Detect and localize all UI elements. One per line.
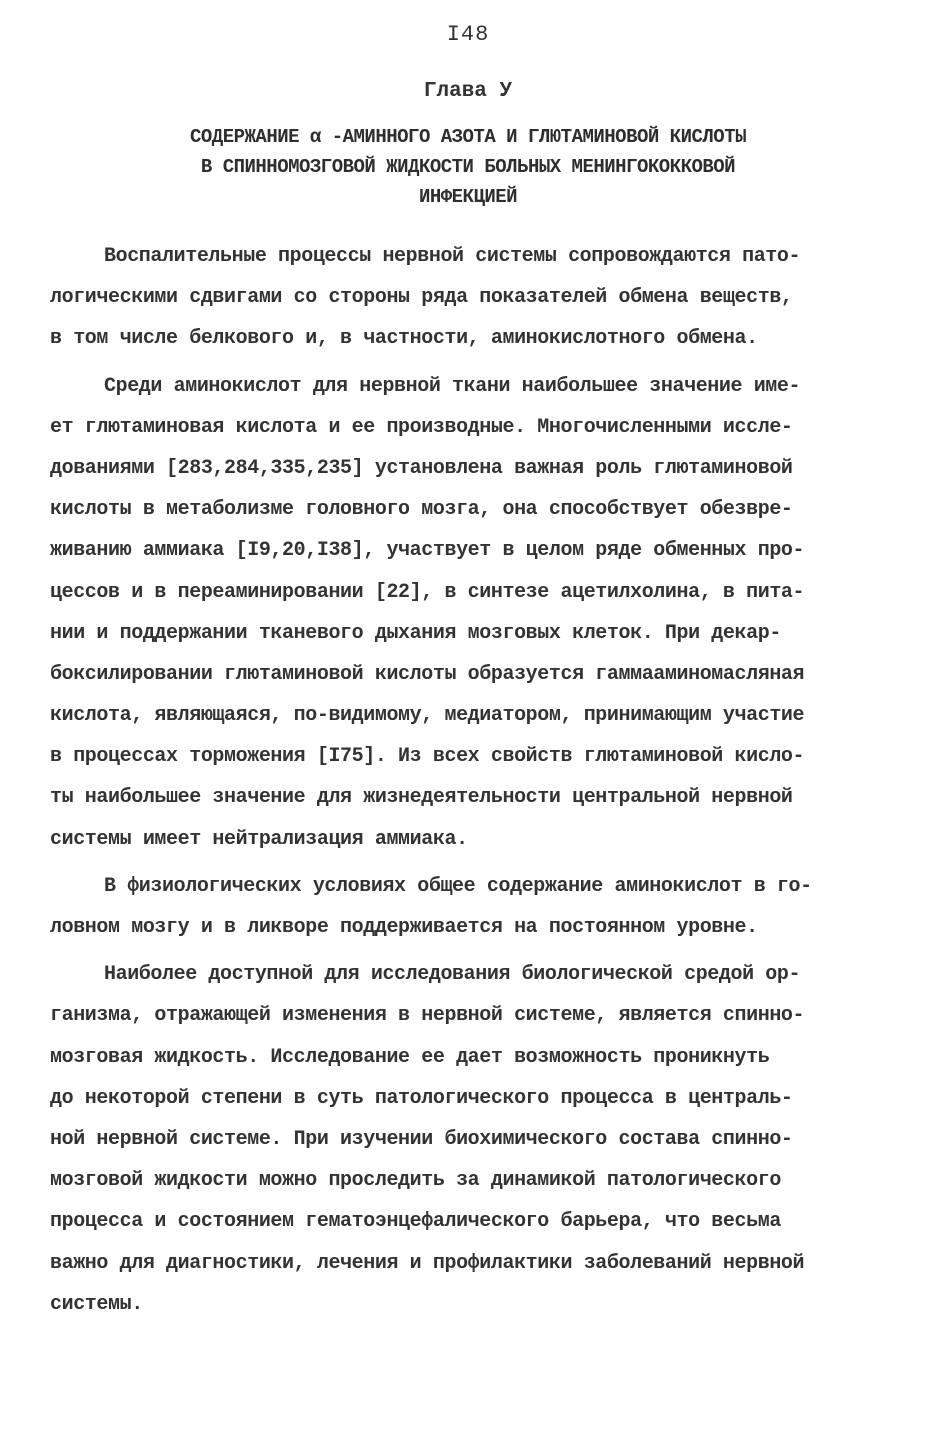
- text-line: дованиями [283,284,335,235] установлена важная роль глютаминовой: [50, 456, 793, 480]
- paragraph: [50, 866, 890, 948]
- text-line: цессов и в переаминировании [22], в синтезе ацетилхолина, в пита-: [50, 580, 805, 604]
- title-line: СОДЕРЖАНИЕ α -АМИННОГО АЗОТА И ГЛЮТАМИНОВОЙ КИСЛОТЫ: [190, 126, 746, 148]
- text-line: ганизма, отражающей изменения в нервной системе, является спинно-: [50, 1004, 805, 1028]
- text-line: мозговой жидкости можно проследить за динамикой патологического: [50, 1169, 781, 1193]
- paragraph: [50, 954, 890, 1325]
- text-line: мозговая жидкость. Исследование ее дает возможность проникнуть: [50, 1045, 770, 1069]
- body-text: [50, 236, 890, 1325]
- text-line: ет глютаминовая кислота и ее производные. Многочисленными иссле-: [50, 415, 793, 439]
- chapter-heading: Глава У: [423, 80, 513, 103]
- text-line: ной нервной системе. При изучении биохимического состава спинно-: [50, 1127, 793, 1151]
- text-line: живанию аммиака [I9,20,I38], участвует в целом ряде обменных про-: [50, 539, 805, 563]
- text-line: ловном мозгу и в ликворе поддерживается на постоянном уровне.: [50, 916, 758, 939]
- text-line: в том числе белкового и, в частности, аминокислотного обмена.: [50, 327, 758, 351]
- text-line: важно для диагностики, лечения и профилактики заболеваний нервной: [50, 1251, 805, 1275]
- text-line: В физиологических условиях общее содержание аминокислот в го-: [104, 874, 812, 898]
- text-line: Наиболее доступной для исследования биологической средой ор-: [104, 963, 801, 987]
- page-number: I48: [446, 22, 490, 47]
- text-line: до некоторой степени в суть патологического процесса в централь-: [50, 1086, 793, 1110]
- text-line: нии и поддержании тканевого дыхания мозговых клеток. При декар-: [50, 621, 781, 645]
- text-line: системы.: [50, 1292, 143, 1316]
- paragraph: [50, 366, 890, 860]
- text-line: в процессах торможения [I75]. Из всех свойств глютаминовой кисло-: [50, 745, 805, 769]
- text-line: Среди аминокислот для нервной ткани наибольшее значение име-: [104, 374, 801, 398]
- text-line: Воспалительные процессы нервной системы сопровождаются пато-: [104, 245, 801, 268]
- paragraph: [50, 236, 890, 360]
- text-line: системы имеет нейтрализация аммиака.: [50, 827, 468, 851]
- text-line: кислоты в метаболизме головного мозга, она способствует обезвре-: [50, 498, 793, 522]
- text-line: ты наибольшее значение для жизнедеятельности центральной нервной: [50, 786, 793, 810]
- text-line: боксилировании глютаминовой кислоты образуется гаммааминомасляная: [50, 662, 805, 686]
- text-line: кислота, являющаяся, по-видимому, медиатором, принимающим участие: [50, 704, 805, 728]
- text-line: процесса и состоянием гематоэнцефалического барьера, что весьма: [50, 1210, 781, 1234]
- text-line: логическими сдвигами со стороны ряда показателей обмена веществ,: [50, 286, 793, 310]
- title-line: ИНФЕКЦИЕЙ: [418, 186, 518, 208]
- chapter-title: [110, 122, 826, 212]
- title-line: В СПИННОМОЗГОВОЙ ЖИДКОСТИ БОЛЬНЫХ МЕНИНГОКОККОВОЙ: [200, 156, 736, 178]
